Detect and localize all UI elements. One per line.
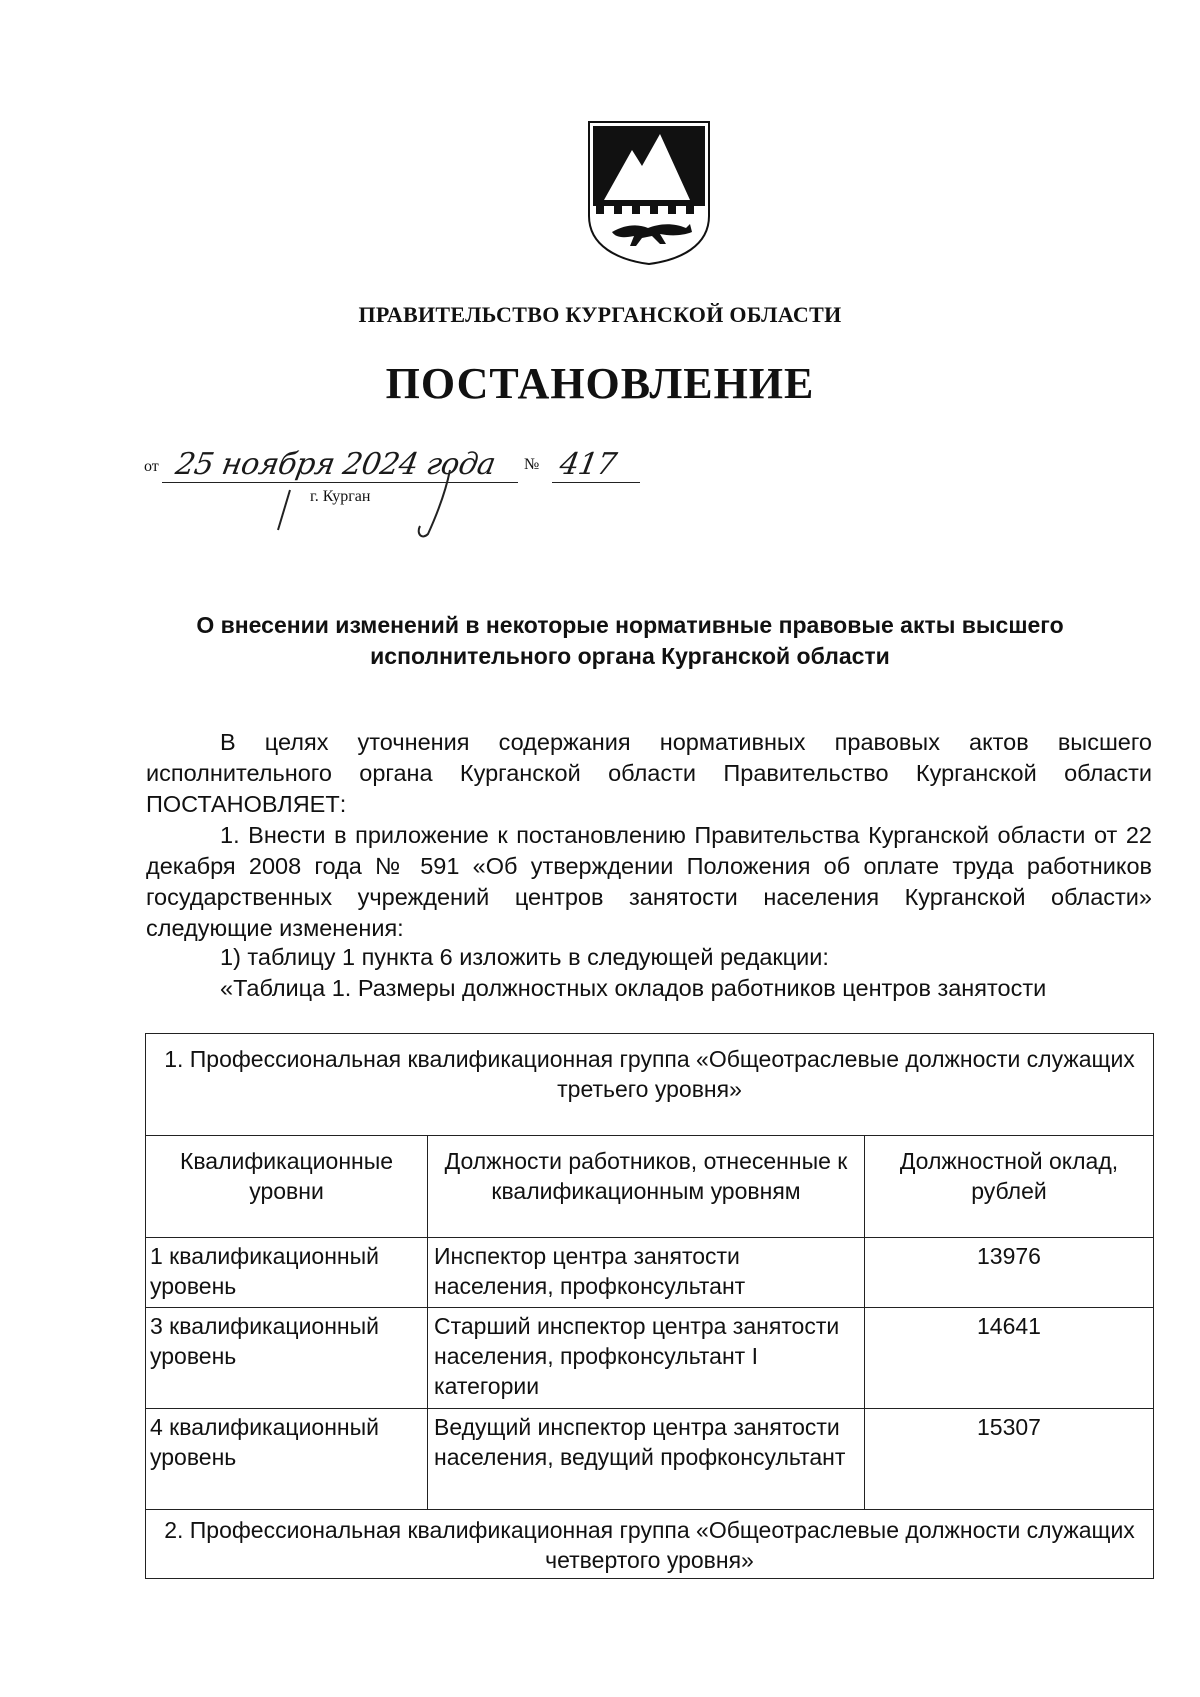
salary-table (145, 1033, 1154, 1579)
handwriting-strokes-icon (270, 450, 470, 540)
kurgan-coat-of-arms-icon (586, 120, 712, 266)
row-salary: 14641 (865, 1308, 1154, 1409)
row-salary: 13976 (865, 1238, 1154, 1308)
group-1-title: 1. Профессиональная квалификационная группа «Общеотраслевые должности служащих третьего уровня» (146, 1034, 1154, 1136)
row-positions: Ведущий инспектор центра занятости населения, ведущий профконсультант (428, 1409, 865, 1510)
document-type: ПОСТАНОВЛЕНИЕ (385, 359, 815, 408)
table-row (146, 1409, 1154, 1510)
header-salary: Должностной оклад, рублей (865, 1136, 1154, 1238)
row-positions: Старший инспектор центра занятости населения, профконсультант I категории (428, 1308, 865, 1409)
row-level: 4 квалификационный уровень (146, 1409, 428, 1510)
header-positions: Должности работников, отнесенные к квалификационным уровням (428, 1136, 865, 1238)
table-row (146, 1308, 1154, 1409)
number-underline (552, 482, 640, 483)
row-level: 1 квалификационный уровень (146, 1238, 428, 1308)
handwritten-date: 25 ноября 2024 года (172, 447, 498, 482)
row-salary: 15307 (865, 1409, 1154, 1510)
handwritten-number: 417 (556, 447, 619, 482)
item-1-paragraph: 1. Внести в приложение к постановлению Правительства Курганской области от 22 декабря 2008 года № 591 «Об утверждении Положения об оплате труда работников государственных учреждений центров занятости населения Курганской области» следующие изменения: (146, 822, 1152, 941)
city-label: г. Курган (310, 488, 371, 505)
document-heading: О внесении изменений в некоторые нормативные правовые акты высшего исполнительного органа Курганской области (196, 612, 1064, 669)
government-title: ПРАВИТЕЛЬСТВО КУРГАНСКОЙ ОБЛАСТИ (358, 302, 842, 327)
table-caption: «Таблица 1. Размеры должностных окладов работников центров занятости (220, 975, 1047, 1001)
subitem-1-paragraph: 1) таблицу 1 пункта 6 изложить в следующей редакции: (220, 944, 829, 970)
date-from-label: от (144, 458, 159, 475)
preamble-paragraph: В целях уточнения содержания нормативных правовых актов высшего исполнительного органа Курганской области Правительство Курганской области ПОСТАНОВЛЯЕТ: (146, 729, 1152, 817)
row-positions: Инспектор центра занятости населения, профконсультант (428, 1238, 865, 1308)
table-row (146, 1238, 1154, 1308)
group-2-title: 2. Профессиональная квалификационная группа «Общеотраслевые должности служащих четвертого уровня» (146, 1510, 1154, 1579)
row-level: 3 квалификационный уровень (146, 1308, 428, 1409)
number-label: № (524, 456, 540, 473)
header-level: Квалификационные уровни (146, 1136, 428, 1238)
